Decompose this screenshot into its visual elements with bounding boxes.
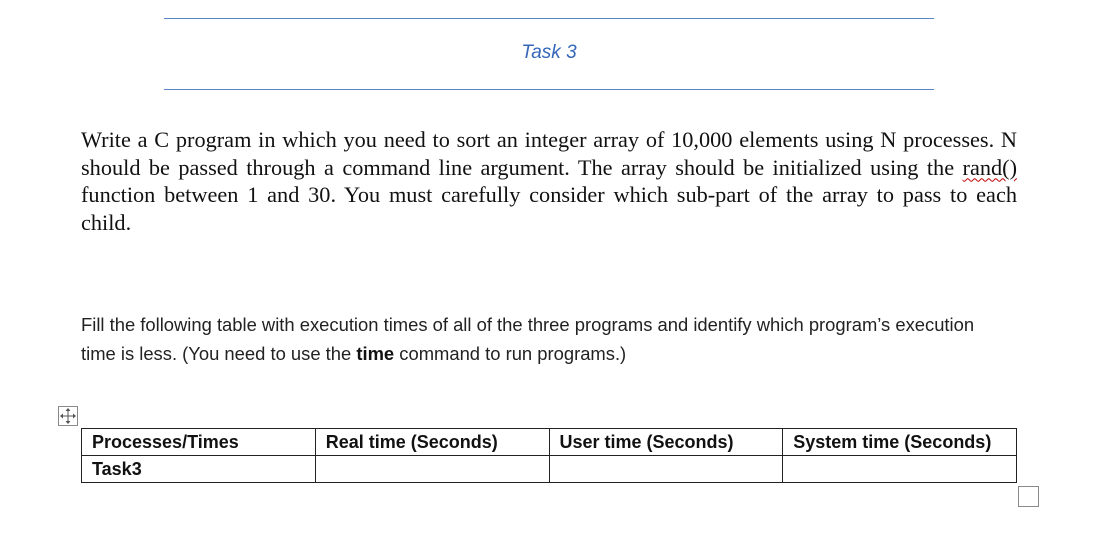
table-row xyxy=(82,456,1017,483)
instructions-paragraph xyxy=(81,310,1011,368)
cell-process-name[interactable]: Task3 xyxy=(82,456,316,483)
instructions-bold-word: time xyxy=(356,343,395,364)
header-rule-top xyxy=(164,18,934,19)
page-title: Task 3 xyxy=(521,42,577,63)
task-text-before: Write a C program in which you need to sort an integer array of 10,000 elements using N processes. N should be passed through a command line argument. The array should be initialized using the xyxy=(81,127,1017,180)
move-arrows-icon[interactable] xyxy=(58,406,78,426)
table-header-row xyxy=(82,429,1017,456)
header-system-time[interactable]: System time (Seconds) xyxy=(783,429,1017,456)
instructions-text-after: command to run programs.) xyxy=(394,343,627,364)
header-rule-bottom xyxy=(164,89,934,90)
task-text-after: function between 1 and 30. You must carefully consider which sub-part of the array to pass to each child. xyxy=(81,182,1017,235)
execution-times-table xyxy=(81,428,1017,483)
header-user-time[interactable]: User time (Seconds) xyxy=(549,429,783,456)
cell-real-time[interactable] xyxy=(315,456,549,483)
instructions-text-before: Fill the following table with execution times of all of the three programs and identify which program’s execution time is less. (You need to use the xyxy=(81,314,975,364)
header-processes-times[interactable]: Processes/Times xyxy=(82,429,316,456)
task-description xyxy=(81,126,1017,236)
cell-system-time[interactable] xyxy=(783,456,1017,483)
resize-square-icon[interactable] xyxy=(1018,486,1039,507)
spellcheck-flagged-word[interactable]: rand() xyxy=(962,154,1017,180)
header-real-time[interactable]: Real time (Seconds) xyxy=(315,429,549,456)
cell-user-time[interactable] xyxy=(549,456,783,483)
